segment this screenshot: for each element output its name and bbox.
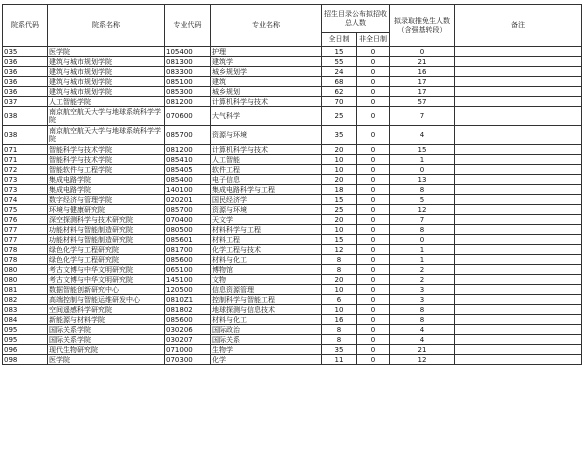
full-time-count-cell: 24 [322,67,357,77]
major-code-cell: 070300 [165,355,211,365]
part-time-count-cell: 0 [357,255,390,265]
full-time-count-cell: 16 [322,315,357,325]
major-code-cell: 085700 [165,205,211,215]
note-cell [455,215,582,225]
quota-count-cell: 5 [390,195,455,205]
table-row [3,335,582,345]
major-code-cell: 081700 [165,245,211,255]
part-time-count-cell: 0 [357,165,390,175]
major-name-cell: 材料科学与工程 [211,225,322,235]
quota-count-cell: 2 [390,265,455,275]
note-cell [455,145,582,155]
note-cell [455,126,582,145]
full-time-count-cell: 10 [322,155,357,165]
quota-count-cell: 13 [390,175,455,185]
table-row [3,235,582,245]
dept-name-cell: 考古文博与中华文明研究院 [48,275,165,285]
dept-code-cell: 078 [3,255,48,265]
note-cell [455,235,582,245]
major-name-cell: 国际关系 [211,335,322,345]
note-cell [455,305,582,315]
dept-code-cell: 082 [3,295,48,305]
full-time-count-cell: 55 [322,57,357,67]
major-name-cell: 地球探测与信息技术 [211,305,322,315]
dept-code-cell: 095 [3,335,48,345]
dept-name-cell: 智能软件与工程学院 [48,165,165,175]
dept-code-cell: 096 [3,345,48,355]
dept-code-cell: 038 [3,107,48,126]
table-row [3,87,582,97]
major-name-cell: 软件工程 [211,165,322,175]
full-time-count-cell: 35 [322,126,357,145]
note-cell [455,165,582,175]
dept-name-cell: 建筑与城市规划学院 [48,87,165,97]
major-code-cell: 070600 [165,107,211,126]
major-code-cell: 105400 [165,47,211,57]
full-time-count-cell: 11 [322,355,357,365]
header-quota: 拟录取推免生人数（含强基转段） [390,5,455,47]
quota-count-cell: 4 [390,325,455,335]
note-cell [455,47,582,57]
full-time-count-cell: 8 [322,255,357,265]
full-time-count-cell: 18 [322,185,357,195]
table-row [3,57,582,67]
dept-name-cell: 智能科学与技术学院 [48,155,165,165]
table-row [3,245,582,255]
full-time-count-cell: 70 [322,97,357,107]
header-major-name: 专业名称 [211,5,322,47]
quota-count-cell: 21 [390,345,455,355]
dept-code-cell: 071 [3,155,48,165]
major-name-cell: 信息资源管理 [211,285,322,295]
dept-name-cell: 集成电路学院 [48,185,165,195]
dept-code-cell: 072 [3,165,48,175]
note-cell [455,245,582,255]
note-cell [455,175,582,185]
dept-name-cell: 智能科学与技术学院 [48,145,165,155]
major-name-cell: 文物 [211,275,322,285]
quota-count-cell: 8 [390,185,455,195]
quota-count-cell: 12 [390,355,455,365]
major-code-cell: 020201 [165,195,211,205]
part-time-count-cell: 0 [357,47,390,57]
dept-name-cell: 空间遥感科学研究院 [48,305,165,315]
quota-count-cell: 15 [390,145,455,155]
major-name-cell: 天文学 [211,215,322,225]
full-time-count-cell: 20 [322,215,357,225]
dept-code-cell: 077 [3,235,48,245]
part-time-count-cell: 0 [357,335,390,345]
dept-name-cell: 高端控制与智能运维研发中心 [48,295,165,305]
header-note: 备注 [455,5,582,47]
dept-code-cell: 077 [3,225,48,235]
quota-count-cell: 7 [390,107,455,126]
part-time-count-cell: 0 [357,77,390,87]
full-time-count-cell: 10 [322,225,357,235]
quota-count-cell: 0 [390,235,455,245]
major-code-cell: 120500 [165,285,211,295]
full-time-count-cell: 15 [322,195,357,205]
note-cell [455,57,582,67]
dept-name-cell: 集成电路学院 [48,175,165,185]
part-time-count-cell: 0 [357,345,390,355]
dept-name-cell: 绿色化学与工程研究院 [48,255,165,265]
quota-count-cell: 17 [390,77,455,87]
major-name-cell: 博物馆 [211,265,322,275]
note-cell [455,185,582,195]
part-time-count-cell: 0 [357,145,390,155]
table-row [3,165,582,175]
quota-count-cell: 1 [390,255,455,265]
dept-code-cell: 071 [3,145,48,155]
quota-count-cell: 57 [390,97,455,107]
table-body [3,47,582,365]
part-time-count-cell: 0 [357,285,390,295]
dept-name-cell: 医学院 [48,47,165,57]
table-header [3,5,582,47]
dept-name-cell: 建筑与城市规划学院 [48,67,165,77]
header-major-code: 专业代码 [165,5,211,47]
dept-code-cell: 075 [3,205,48,215]
major-name-cell: 城乡规划 [211,87,322,97]
note-cell [455,97,582,107]
table-row [3,285,582,295]
quota-count-cell: 0 [390,47,455,57]
header-dept-code: 院系代码 [3,5,48,47]
major-code-cell: 083300 [165,67,211,77]
note-cell [455,325,582,335]
part-time-count-cell: 0 [357,87,390,97]
major-name-cell: 建筑学 [211,57,322,67]
part-time-count-cell: 0 [357,195,390,205]
major-code-cell: 145100 [165,275,211,285]
dept-name-cell: 现代生物研究院 [48,345,165,355]
dept-code-cell: 036 [3,67,48,77]
part-time-count-cell: 0 [357,175,390,185]
dept-name-cell: 国际关系学院 [48,325,165,335]
major-name-cell: 化学工程与技术 [211,245,322,255]
major-code-cell: 085400 [165,175,211,185]
note-cell [455,315,582,325]
quota-count-cell: 8 [390,315,455,325]
part-time-count-cell: 0 [357,225,390,235]
part-time-count-cell: 0 [357,245,390,255]
major-code-cell: 081200 [165,97,211,107]
full-time-count-cell: 10 [322,165,357,175]
full-time-count-cell: 20 [322,175,357,185]
major-name-cell: 城乡规划学 [211,67,322,77]
header-dept-name: 院系名称 [48,5,165,47]
header-plan: 招生目录公布拟招收总人数 [322,5,390,33]
note-cell [455,295,582,305]
full-time-count-cell: 8 [322,325,357,335]
quota-count-cell: 2 [390,275,455,285]
major-code-cell: 140100 [165,185,211,195]
part-time-count-cell: 0 [357,325,390,335]
full-time-count-cell: 8 [322,265,357,275]
major-code-cell: 081300 [165,57,211,67]
dept-name-cell: 数字经济与管理学院 [48,195,165,205]
dept-name-cell: 建筑与城市规划学院 [48,77,165,87]
table-row [3,345,582,355]
full-time-count-cell: 15 [322,235,357,245]
full-time-count-cell: 8 [322,335,357,345]
dept-name-cell: 人工智能学院 [48,97,165,107]
major-name-cell: 计算机科学与技术 [211,145,322,155]
major-code-cell: 030206 [165,325,211,335]
quota-count-cell: 21 [390,57,455,67]
dept-name-cell: 功能材料与智能制造研究院 [48,225,165,235]
major-name-cell: 建筑 [211,77,322,87]
table-row [3,155,582,165]
major-name-cell: 集成电路科学与工程 [211,185,322,195]
note-cell [455,107,582,126]
note-cell [455,67,582,77]
major-code-cell: 085600 [165,315,211,325]
note-cell [455,255,582,265]
dept-code-cell: 098 [3,355,48,365]
major-code-cell: 071000 [165,345,211,355]
major-name-cell: 国际政治 [211,325,322,335]
full-time-count-cell: 10 [322,285,357,295]
full-time-count-cell: 25 [322,205,357,215]
table-row [3,275,582,285]
major-name-cell: 护理 [211,47,322,57]
dept-name-cell: 数据智能创新研究中心 [48,285,165,295]
dept-code-cell: 073 [3,175,48,185]
part-time-count-cell: 0 [357,205,390,215]
dept-name-cell: 新能源与材料学院 [48,315,165,325]
table-row [3,205,582,215]
note-cell [455,205,582,215]
full-time-count-cell: 10 [322,305,357,315]
full-time-count-cell: 25 [322,107,357,126]
major-code-cell: 0810Z1 [165,295,211,305]
dept-code-cell: 080 [3,275,48,285]
quota-count-cell: 3 [390,285,455,295]
part-time-count-cell: 0 [357,265,390,275]
full-time-count-cell: 62 [322,87,357,97]
note-cell [455,335,582,345]
major-code-cell: 085700 [165,126,211,145]
quota-count-cell: 4 [390,335,455,345]
note-cell [455,355,582,365]
table-row [3,325,582,335]
table-row [3,255,582,265]
dept-code-cell: 084 [3,315,48,325]
full-time-count-cell: 12 [322,245,357,255]
part-time-count-cell: 0 [357,215,390,225]
quota-count-cell: 7 [390,215,455,225]
table-row [3,355,582,365]
note-cell [455,265,582,275]
full-time-count-cell: 68 [322,77,357,87]
major-name-cell: 材料工程 [211,235,322,245]
dept-code-cell: 076 [3,215,48,225]
dept-code-cell: 078 [3,245,48,255]
part-time-count-cell: 0 [357,295,390,305]
table-row [3,215,582,225]
table-row [3,295,582,305]
major-name-cell: 化学 [211,355,322,365]
quota-count-cell: 1 [390,245,455,255]
major-code-cell: 081802 [165,305,211,315]
major-name-cell: 材料与化工 [211,315,322,325]
dept-code-cell: 074 [3,195,48,205]
major-code-cell: 081200 [165,145,211,155]
quota-count-cell: 8 [390,225,455,235]
dept-name-cell: 医学院 [48,355,165,365]
quota-count-cell: 4 [390,126,455,145]
quota-count-cell: 3 [390,295,455,305]
part-time-count-cell: 0 [357,126,390,145]
header-full-time: 全日制 [322,33,357,47]
dept-name-cell: 深空探测科学与技术研究院 [48,215,165,225]
note-cell [455,77,582,87]
part-time-count-cell: 0 [357,305,390,315]
dept-code-cell: 080 [3,265,48,275]
quota-count-cell: 1 [390,155,455,165]
major-code-cell: 065100 [165,265,211,275]
header-part-time: 非全日制 [357,33,390,47]
full-time-count-cell: 15 [322,47,357,57]
major-code-cell: 085410 [165,155,211,165]
major-name-cell: 电子信息 [211,175,322,185]
major-code-cell: 070400 [165,215,211,225]
note-cell [455,225,582,235]
table-row [3,77,582,87]
dept-code-cell: 037 [3,97,48,107]
note-cell [455,285,582,295]
part-time-count-cell: 0 [357,185,390,195]
part-time-count-cell: 0 [357,107,390,126]
full-time-count-cell: 6 [322,295,357,305]
admissions-table [2,4,582,365]
table-row [3,315,582,325]
major-name-cell: 控制科学与智能工程 [211,295,322,305]
full-time-count-cell: 20 [322,145,357,155]
dept-code-cell: 035 [3,47,48,57]
major-code-cell: 085600 [165,255,211,265]
note-cell [455,195,582,205]
major-code-cell: 080500 [165,225,211,235]
table-row [3,107,582,126]
dept-name-cell: 南京航空航天大学与地球系统科学学院 [48,126,165,145]
table-row [3,185,582,195]
major-code-cell: 085300 [165,87,211,97]
dept-code-cell: 083 [3,305,48,315]
table-row [3,175,582,185]
dept-code-cell: 073 [3,185,48,195]
quota-count-cell: 16 [390,67,455,77]
quota-count-cell: 12 [390,205,455,215]
major-code-cell: 085405 [165,165,211,175]
major-name-cell: 国民经济学 [211,195,322,205]
table-row [3,225,582,235]
note-cell [455,155,582,165]
major-code-cell: 085100 [165,77,211,87]
table-row [3,145,582,155]
part-time-count-cell: 0 [357,57,390,67]
dept-code-cell: 081 [3,285,48,295]
major-name-cell: 计算机科学与技术 [211,97,322,107]
table-row [3,305,582,315]
note-cell [455,87,582,97]
part-time-count-cell: 0 [357,275,390,285]
part-time-count-cell: 0 [357,97,390,107]
table-row [3,67,582,77]
dept-name-cell: 功能材料与智能制造研究院 [48,235,165,245]
major-name-cell: 生物学 [211,345,322,355]
full-time-count-cell: 35 [322,345,357,355]
dept-code-cell: 036 [3,77,48,87]
major-name-cell: 材料与化工 [211,255,322,265]
part-time-count-cell: 0 [357,235,390,245]
dept-name-cell: 国际关系学院 [48,335,165,345]
table-row [3,265,582,275]
dept-name-cell: 绿色化学与工程研究院 [48,245,165,255]
table-row [3,97,582,107]
part-time-count-cell: 0 [357,355,390,365]
note-cell [455,275,582,285]
dept-name-cell: 环境与健康研究院 [48,205,165,215]
major-code-cell: 030207 [165,335,211,345]
major-code-cell: 085601 [165,235,211,245]
full-time-count-cell: 20 [322,275,357,285]
major-name-cell: 资源与环境 [211,205,322,215]
quota-count-cell: 17 [390,87,455,97]
part-time-count-cell: 0 [357,315,390,325]
dept-code-cell: 036 [3,57,48,67]
major-name-cell: 人工智能 [211,155,322,165]
table-row [3,126,582,145]
note-cell [455,345,582,355]
quota-count-cell: 8 [390,305,455,315]
dept-code-cell: 038 [3,126,48,145]
table-row [3,47,582,57]
major-name-cell: 大气科学 [211,107,322,126]
dept-name-cell: 建筑与城市规划学院 [48,57,165,67]
quota-count-cell: 0 [390,165,455,175]
dept-name-cell: 考古文博与中华文明研究院 [48,265,165,275]
part-time-count-cell: 0 [357,67,390,77]
major-name-cell: 资源与环境 [211,126,322,145]
table-row [3,195,582,205]
dept-code-cell: 036 [3,87,48,97]
part-time-count-cell: 0 [357,155,390,165]
dept-name-cell: 南京航空航天大学与地球系统科学学院 [48,107,165,126]
dept-code-cell: 095 [3,325,48,335]
